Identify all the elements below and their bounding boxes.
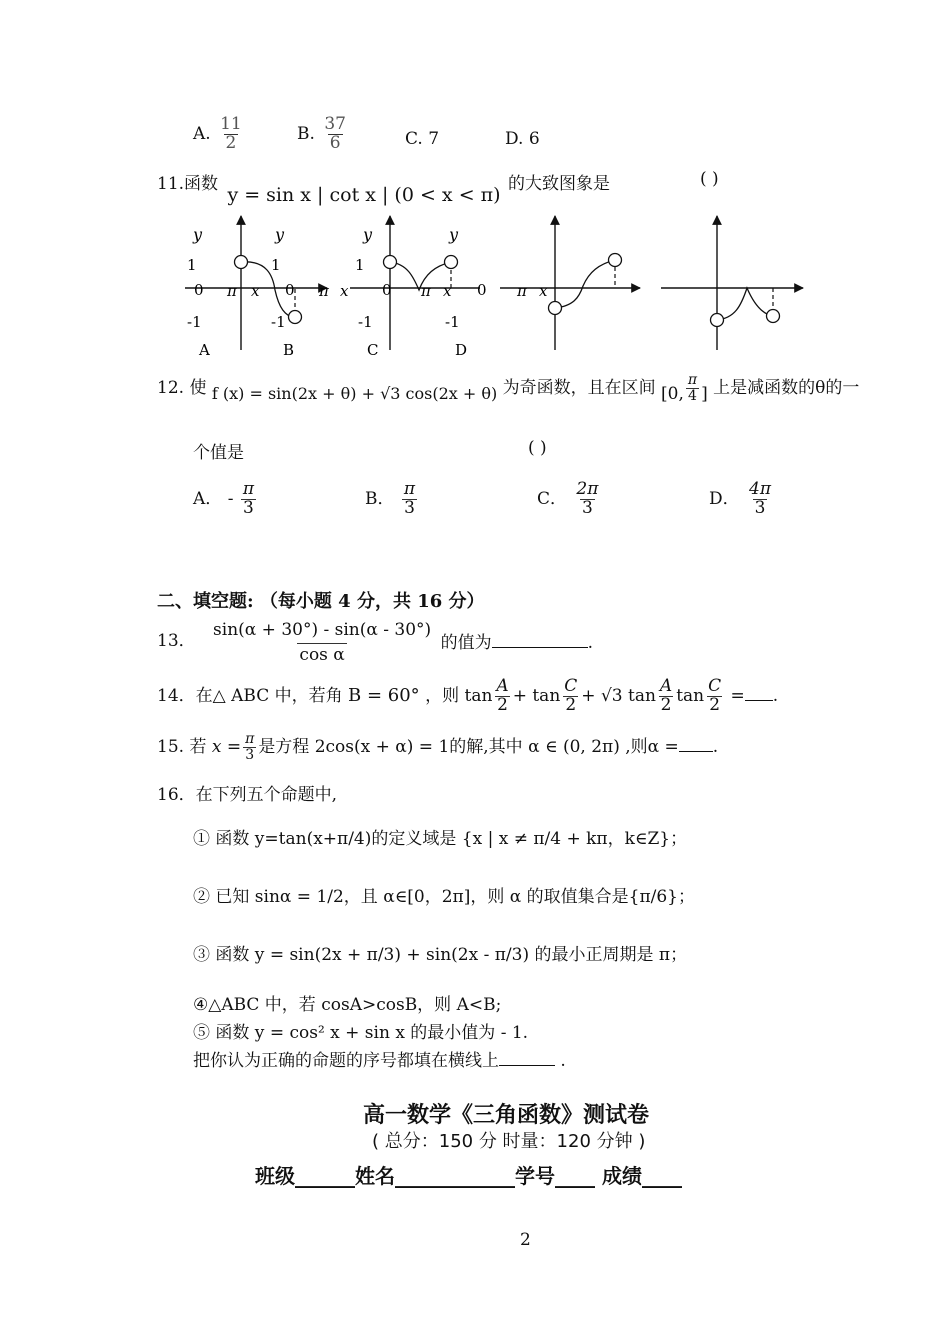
- svg-text:x: x: [251, 282, 260, 300]
- q11-prefix: 11.函数: [157, 174, 219, 194]
- q16-closing: 把你认为正确的命题的序号都填在横线上 .: [193, 1051, 566, 1071]
- svg-text:1: 1: [355, 256, 365, 274]
- q10-option-d-label: D.: [505, 129, 524, 149]
- svg-text:π: π: [227, 282, 237, 300]
- svg-text:π: π: [319, 282, 329, 300]
- q15-prefix: 15. 若: [157, 737, 207, 757]
- svg-text:-1: -1: [271, 313, 286, 331]
- q14: 14．在△ ABC 中，若角 B = 60° ，则 tan $\frac{A}{2}$ + tan $\frac{C}{2}$ + √3 tan $\frac{A}{2}$ tan $\frac{C}{2}$ = .: [157, 676, 779, 715]
- q12-option-c: [537, 481, 602, 518]
- frac-denominator: 2: [225, 132, 237, 153]
- graph-c-d: [340, 216, 487, 359]
- q13-label: 13．: [157, 630, 196, 651]
- q15-end: ,则α =: [625, 737, 679, 757]
- graph-a-b: [185, 216, 330, 359]
- q16-item-4-text: ④△ABC 中，若 cosA>cosB，则 A<B;: [193, 995, 502, 1015]
- q12-option-c-frac: [574, 481, 600, 518]
- q12-interval-right: ]: [701, 384, 708, 404]
- q12-option-a-label: A．: [193, 488, 223, 509]
- q12-mid: 为奇函数，且在区间: [502, 378, 656, 398]
- graph-label-c: C: [367, 341, 379, 359]
- svg-text:-1: -1: [358, 313, 373, 331]
- q15: 15. 若 x = $\frac{\pi}{3}$ 是方程 2cos(x + α) = 1的解,其中 α ∈ (0, 2π) ,则α = .: [157, 731, 719, 763]
- q13-suffix: 的值为: [440, 632, 492, 653]
- q12-formula: f (x) = sin(2x + θ) + √3 cos(2x + θ): [211, 384, 498, 403]
- q12-option-a: [193, 481, 258, 518]
- q14-suffix: =: [730, 685, 745, 706]
- svg-text:0: 0: [477, 281, 487, 299]
- svg-text:y: y: [193, 225, 203, 244]
- q14-prefix: 14．在△ ABC 中，若角: [157, 685, 343, 706]
- q12-line2: 个值是: [193, 443, 244, 463]
- q16-answer-blank[interactable]: [499, 1065, 555, 1066]
- q10-option-d: [505, 129, 540, 149]
- q10-option-a-label: A.: [193, 123, 211, 144]
- q10-option-b: [297, 116, 350, 153]
- svg-text:-1: -1: [187, 313, 202, 331]
- section2-heading: 二、填空题: （每小题 4 分，共 16 分）: [157, 591, 485, 612]
- frac-denominator: 4: [688, 388, 697, 404]
- svg-text:-1: -1: [445, 313, 460, 331]
- q11-stem: [157, 169, 610, 206]
- svg-text:y: y: [363, 225, 373, 244]
- q12-answer-paren: ( ): [528, 438, 547, 458]
- q16-item-1: [193, 824, 687, 849]
- q16-item-1-text: ① 函数 y=tan(x+π/4)的定义域是 {x | x ≠ π/4 + kπ，k∈Z}；: [193, 829, 688, 849]
- frac-numerator: sin(α + 30°) - sin(α - 30°): [213, 620, 432, 640]
- q12-option-d-frac: [747, 481, 773, 518]
- q12-option-c-label: C．: [537, 488, 568, 509]
- q10-option-a-frac: [218, 116, 244, 153]
- svg-text:π: π: [517, 282, 527, 300]
- q12-interval-frac: [686, 373, 699, 403]
- q11-suffix: 的大致图象是: [507, 174, 610, 194]
- q16-item-2: [193, 882, 695, 907]
- q15-answer-blank[interactable]: [679, 751, 713, 752]
- frac-denominator: 3: [245, 747, 255, 763]
- student-info-line: 班级______姓名____________学号____ 成绩____: [255, 1164, 682, 1188]
- q12-option-d: [709, 481, 775, 518]
- frac-numerator: 4π: [749, 479, 772, 499]
- q15-equation: 2cos(x + α) = 1: [314, 737, 450, 757]
- svg-text:y: y: [449, 225, 459, 244]
- exam-title: 高一数学《三角函数》测试卷: [363, 1102, 650, 1128]
- graph-label-a: A: [199, 341, 210, 359]
- q12-option-b: [365, 481, 419, 518]
- graph-label-d: D: [455, 341, 468, 359]
- q15-tail: 的解,其中: [449, 737, 523, 757]
- q12-option-a-sign: -: [227, 488, 234, 509]
- frac-denominator: cos α: [299, 644, 345, 665]
- graph-third: [500, 216, 640, 350]
- frac-numerator: π: [245, 731, 255, 748]
- q14-angle: B = 60°: [348, 684, 420, 706]
- svg-text:y: y: [275, 225, 285, 244]
- frac-numerator: 11: [220, 114, 242, 134]
- q11-formula: y = sin x | cot x | (0 < x < π): [227, 184, 501, 206]
- frac-denominator: 3: [404, 497, 415, 518]
- q10-option-b-frac: [322, 116, 348, 153]
- q16-item-4: [193, 990, 501, 1015]
- frac-denominator: 6: [329, 132, 341, 153]
- q10-option-c: [405, 129, 439, 149]
- svg-text:0: 0: [194, 281, 204, 299]
- q15-x-eq: x =: [211, 737, 242, 757]
- q14-mid: ，则: [425, 685, 460, 706]
- frac-denominator: 3: [243, 497, 254, 518]
- q12-option-b-label: B．: [365, 488, 395, 509]
- q12-option-a-frac: [241, 481, 256, 518]
- q10-option-c-value: 7: [428, 129, 440, 149]
- q16-item-5: [193, 1018, 528, 1043]
- frac-numerator: 2π: [576, 479, 599, 499]
- q13-answer-blank[interactable]: [492, 647, 588, 648]
- q13-frac: [211, 622, 433, 665]
- q16-item-5-text: ⑤ 函数 y = cos² x + sin x 的最小值为 - 1.: [193, 1023, 529, 1043]
- q12-interval-left: [0,: [661, 384, 684, 404]
- graph-fourth: [661, 216, 803, 350]
- q16-item-3-text: ③ 函数 y = sin(2x + π/3) + sin(2x - π/3) 的最小正周期是 π；: [193, 945, 688, 965]
- q16-intro: 16．在下列五个命题中,: [157, 785, 338, 805]
- q12-option-d-label: D．: [709, 488, 740, 509]
- frac-numerator: π: [242, 479, 255, 499]
- q11-graphs: [175, 210, 815, 360]
- svg-text:1: 1: [187, 256, 197, 274]
- q12-option-b-frac: [402, 481, 417, 518]
- svg-text:x: x: [340, 282, 349, 300]
- q16-item-2-text: ② 已知 sinα = 1/2，且 α∈[0，2π]，则 α 的取值集合是{π/6}；: [193, 887, 695, 907]
- graph-label-b: B: [283, 341, 295, 359]
- q12-stem: [157, 373, 859, 404]
- svg-text:x: x: [443, 282, 452, 300]
- svg-text:π: π: [421, 282, 431, 300]
- exam-subtitle: ( 总分：150 分 时量：120 分钟 ): [372, 1131, 646, 1152]
- q14-expression: tan $\frac{A}{2}$ + tan $\frac{C}{2}$ + √3 tan $\frac{A}{2}$ tan $\frac{C}{2}$: [464, 676, 722, 715]
- frac-denominator: 3: [582, 497, 593, 518]
- q16-item-3: [193, 940, 687, 965]
- q15-condition: α ∈ (0, 2π): [528, 737, 620, 757]
- frac-denominator: 3: [754, 497, 766, 518]
- svg-text:0: 0: [382, 281, 392, 299]
- frac-numerator: π: [403, 479, 416, 499]
- frac-numerator: 37: [324, 114, 346, 134]
- q15-frac: [243, 732, 256, 762]
- q10-option-c-label: C.: [405, 129, 423, 149]
- frac-numerator: π: [687, 372, 698, 389]
- q10-option-d-value: 6: [528, 129, 540, 149]
- svg-text:1: 1: [271, 256, 281, 274]
- svg-text:x: x: [539, 282, 548, 300]
- q11-answer-paren: ( ): [700, 169, 719, 189]
- svg-text:0: 0: [285, 281, 295, 299]
- q12-prefix: 12. 使: [157, 378, 207, 398]
- q13: 13． $\frac{\sin(\alpha + 30^\circ) - \sin(\alpha - 30^\circ)}{\text{cos α}}$ 的值为 .: [157, 620, 593, 665]
- q10-option-b-label: B.: [297, 123, 315, 144]
- q15-mid: 是方程: [258, 737, 310, 757]
- page-number: 2: [520, 1230, 531, 1250]
- q14-answer-blank[interactable]: [745, 700, 773, 701]
- q10-option-a: [193, 116, 246, 153]
- q12-suffix: 上是减函数的θ的一: [713, 378, 860, 398]
- q16-closing-text: 把你认为正确的命题的序号都填在横线上: [193, 1051, 499, 1071]
